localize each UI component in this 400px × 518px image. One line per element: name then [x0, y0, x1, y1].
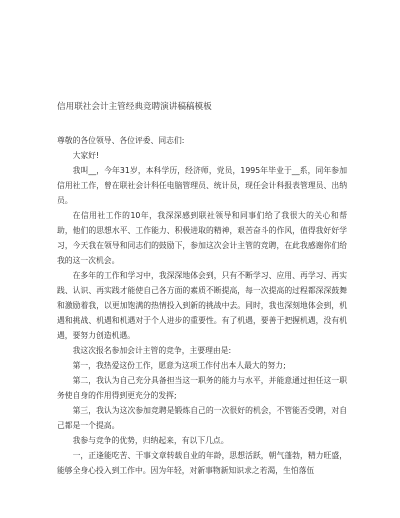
- paragraph: 第三，我认为这次参加竞聘是锻炼自己的一次很好的机会，不管能否受聘，对自己都是一个提高。: [57, 406, 347, 430]
- document-title: 信用联社会计主管经典竞聘演讲稿稿模板: [57, 102, 212, 112]
- paragraph: 第二，我认为自己充分具备担当这一职务的能力与水平，并能意通过担任这一职务使自身的作用得到更充分的发挥;: [57, 376, 347, 400]
- paragraph: 大家好!: [72, 151, 100, 160]
- paragraph: 我参与竞争的优势，归纳起来，有以下几点。: [72, 436, 229, 445]
- paragraph: 我叫__，今年31岁，本科学历，经济师，党员，1995年毕业于__系，同年参加信用社工作，曾在联社会计科任电脑管理员、统计员，现任会计科报表管理员、出纳员。: [57, 166, 347, 205]
- paragraph: 第一，我热爱这份工作，愿意为这项工作付出本人最大的努力;: [72, 361, 286, 370]
- paragraph: 一，正逢能吃苦、干事文章转载自业的年龄，思想活跃，朝气蓬勃，精力旺盛，能够全身心投入到工作中。因为年轻，对新事物新知识求之若渴，生怕落伍: [57, 451, 347, 475]
- salutation: 尊敬的各位领导、各位评委、同志们:: [57, 136, 185, 145]
- paragraph: 在多年的工作和学习中，我深深地体会到，只有不断学习、应用、再学习、再实践、认识、再实践才能使自己各方面的素质不断提高，每一次提高的过程都深深鼓舞和激励着我，以更加饱满的热情投入到新的挑战中去。同时，我也深刻地体会到，机遇和挑战、机遇和机遇对于个人进步的重要性。有了机遇，要善于把握机遇，没有机遇，要努力创造机遇。: [57, 271, 347, 340]
- paragraph: 在信用社工作的10年，我深深感到联社领导和同事们给了我很大的关心和帮助，他们的思想水平、工作能力、积极进取的精神，艰苦奋斗的作风，值得我好好学习，今天我在领导和同志们的鼓励下，参加这次会计主管的竞聘，在此我感谢你们给我的这一次机会。: [57, 211, 347, 265]
- paragraph: 我这次报名参加会计主管的竞争，主要理由是:: [72, 346, 232, 355]
- document-body: [57, 148, 347, 478]
